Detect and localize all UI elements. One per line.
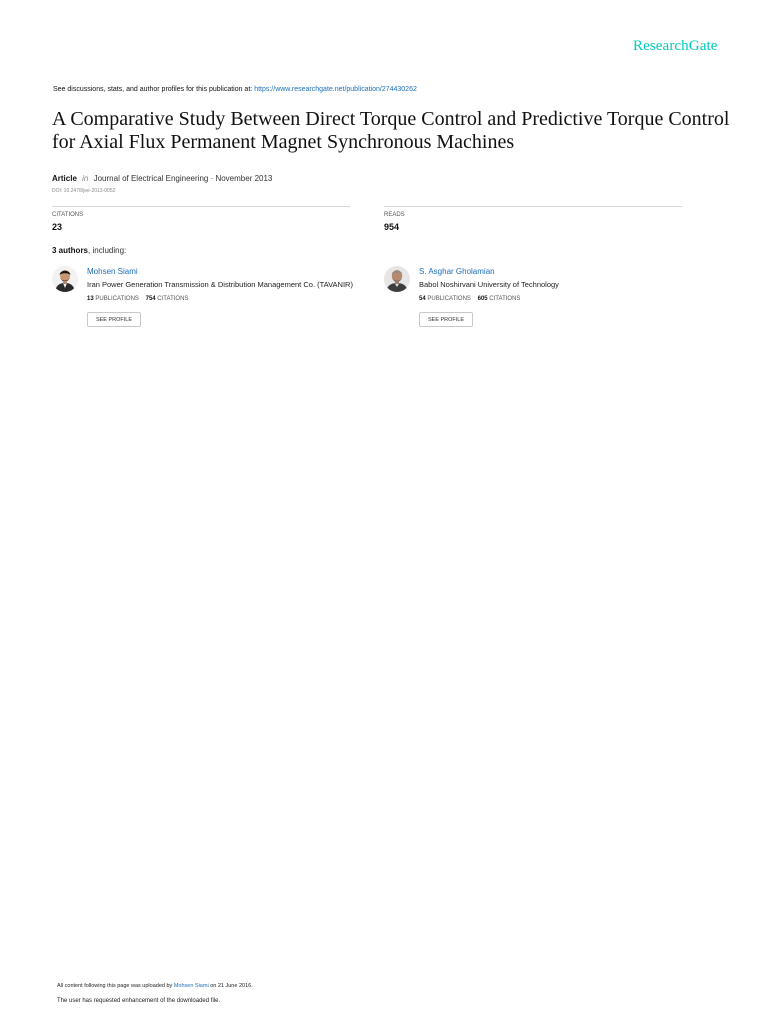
divider-reads	[384, 206, 682, 207]
publication-meta	[52, 174, 272, 183]
author-institution: Iran Power Generation Transmission & Distribution Management Co. (TAVANIR)	[87, 280, 353, 289]
reads-label: READS	[384, 212, 405, 218]
divider-citations	[52, 206, 350, 207]
publication-title: A Comparative Study Between Direct Torque Control and Predictive Torque Control for Axial Flux Permanent Magnet Synchronous Machines	[52, 108, 730, 153]
author-citations-count: 754	[145, 296, 156, 302]
discussion-prefix: See discussions, stats, and author profiles for this publication at:	[53, 86, 253, 93]
authors-count-suffix: , including:	[88, 246, 127, 255]
publication-link[interactable]: https://www.researchgate.net/publication/274430262	[254, 86, 417, 93]
author-institution: Babol Noshirvani University of Technology	[419, 280, 559, 289]
upload-prefix: All content following this page was uploaded by	[57, 983, 173, 989]
authors-count	[52, 246, 126, 255]
author-citations-label: CITATIONS	[489, 296, 521, 302]
see-profile-button[interactable]: SEE PROFILE	[87, 312, 141, 327]
upload-suffix: on 21 June 2016.	[210, 983, 253, 989]
author-citations-label: CITATIONS	[157, 296, 189, 302]
author-avatar[interactable]	[52, 266, 78, 292]
publications-count: 13	[87, 296, 94, 302]
doi: DOI: 10.2478/jee-2013-0052	[52, 188, 116, 194]
enhancement-note: The user has requested enhancement of the downloaded file.	[57, 998, 221, 1004]
upload-note	[57, 983, 253, 989]
author-name[interactable]: Mohsen Siami	[87, 267, 138, 276]
citations-value: 23	[52, 222, 63, 232]
author-stats	[419, 296, 520, 302]
in-label: in	[82, 174, 89, 183]
reads-value: 954	[384, 222, 400, 232]
researchgate-logo[interactable]: ResearchGate	[633, 38, 718, 54]
discussion-line	[53, 86, 417, 93]
author-stats	[87, 296, 188, 302]
journal-date: Journal of Electrical Engineering · November 2013	[93, 174, 273, 183]
see-profile-button[interactable]: SEE PROFILE	[419, 312, 473, 327]
citations-label: CITATIONS	[52, 212, 84, 218]
publications-label: PUBLICATIONS	[95, 296, 139, 302]
publication-type: Article	[52, 174, 77, 183]
authors-count-number: 3 authors	[52, 246, 89, 255]
author-name[interactable]: S. Asghar Gholamian	[419, 267, 495, 276]
uploader-link[interactable]: Mohsen Siami	[173, 983, 209, 989]
author-citations-count: 605	[477, 296, 488, 302]
publications-count: 54	[419, 296, 426, 302]
author-avatar[interactable]	[384, 266, 410, 292]
publications-label: PUBLICATIONS	[427, 296, 471, 302]
